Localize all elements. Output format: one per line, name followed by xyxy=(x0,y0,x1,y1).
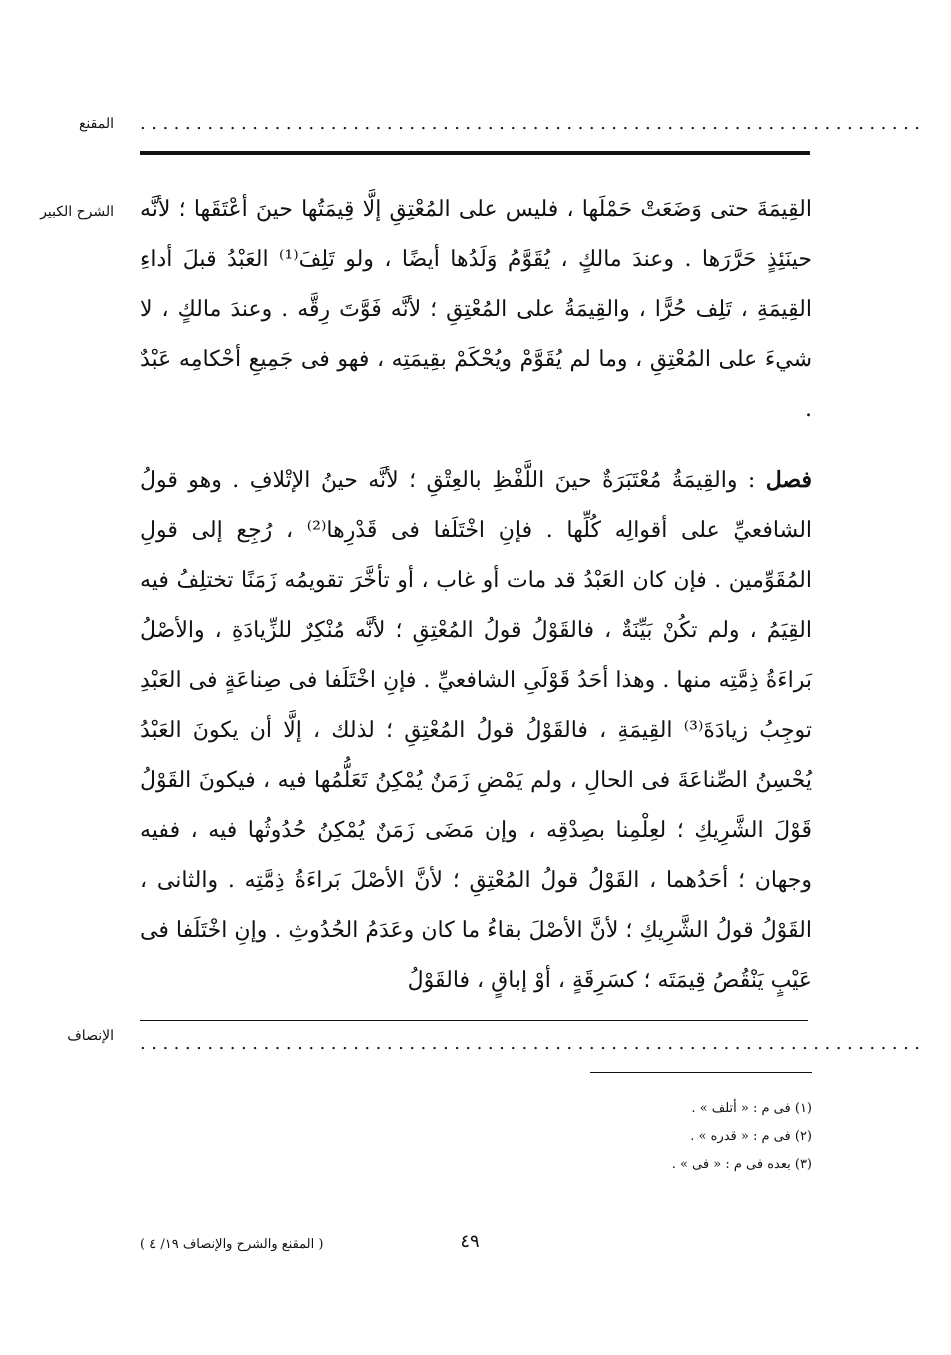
footnote-rule xyxy=(590,1072,812,1073)
header-rule xyxy=(140,151,810,155)
fasl-heading: فصل xyxy=(765,467,812,493)
page-number: ٤٩ xyxy=(460,1231,480,1252)
header-dotted-line: ...................................................................... xyxy=(140,113,926,134)
paragraph-2-text: : والقِيمَةُ مُعْتَبَرَةٌ حينَ اللَّفْظِ بالعِتْقِ ؛ لأنَّه حينُ الإتْلافِ . وهو قولُ الشافعيِّ على أقوالِه كُلِّها . فإنِ اخْتَلَفا فى قَدْرِها⁽²⁾ ، رُجِع إلى قولِ المُقَوِّمين . فإن كان العَبْدُ قد مات أو غاب ، أو تأخَّرَ تقويمُه زَمَنًا تختلِفُ فيه القِيَمُ ، ولم تكُنْ بَيِّنَةٌ ، فالقَوْلُ قولُ المُعْتِقِ ؛ لأنَّه مُنْكِرٌ للزِّيادَةِ ، والأصْلُ بَراءَةُ ذِمَّتِه منها . وهذا أحَدُ قَوْلَىِ الشافعيِّ . فإنِ اخْتَلَفا فى صِناعَةٍ فى العَبْدِ توجِبُ زيادَةَ⁽³⁾ القِيمَةِ ، فالقَوْلُ قولُ المُعْتِقِ ؛ لذلك ، إلَّا أن يكونَ العَبْدُ يُحْسِنُ الصِّناعَةَ فى الحالِ ، ولم يَمْضِ زَمَنٌ يُمْكِنُ تَعَلُّمُها فيه ، فيكونَ القَوْلُ قَوْلَ الشَّرِيكِ ؛ لعِلْمِنا بصِدْقِه ، وإن مَضَى زَمَنٌ يُمْكِنُ حُدُوثُها فيه ، ففيه وجهان ؛ أحَدُهما ، القَوْلُ قولُ المُعْتِقِ ؛ لأنَّ الأصْلَ بَراءَةُ ذِمَّتِه . والثانى ، القَوْلُ قولُ الشَّرِيكِ ؛ لأنَّ الأصْلَ بقاءُ ما كان وعَدَمُ الحُدُوثِ . وإنِ اخْتَلَفا فى عَيْبٍ يَنْقُصُ قِيمَتَه ؛ كسَرِقَةٍ ، أوْ إباقٍ ، فالقَوْلُ xyxy=(140,468,813,993)
sharh-label: الشرح الكبير xyxy=(40,204,114,220)
insaf-dotted-line: ...................................................................... xyxy=(140,1033,926,1054)
footnotes xyxy=(540,1095,812,1179)
paragraph-1: القِيمَةَ حتى وَضَعَتْ حَمْلَها ، فليس على المُعْتِقِ إلَّا قِيمَتُها حينَ أعْتَقَها ؛ لأنَّه حينَئِذٍ حَرَّرَها . وعندَ مالكٍ ، يُقَوَّمُ وَلَدُها أيضًا ، ولو تَلِفَ⁽¹⁾ العَبْدُ قبلَ أداءِ القِيمَةِ ، تَلِف حُرًّا ، والقِيمَةُ على المُعْتِقِ ؛ لأنَّه فَوَّتَ رِقَّه . وعندَ مالكٍ ، لا شيءَ على المُعْتِقِ ، وما لم يُقَوَّمْ ويُحْكَمْ بقِيمَتِه ، فهو فى جَمِيعِ أحْكامِه عَبْدٌ . xyxy=(140,197,812,422)
footnote-3: (٣) بعده فى م : « فى » . xyxy=(671,1157,812,1172)
footnote-2: (٢) فى م : « قدره » . xyxy=(690,1129,812,1144)
paragraph-2 xyxy=(140,455,812,1006)
insaf-top-rule xyxy=(140,1020,808,1021)
footnote-1: (١) فى م : « أتلف » . xyxy=(691,1101,812,1116)
insaf-label: الإنصاف xyxy=(67,1028,114,1044)
header-title: المقنع xyxy=(78,116,114,132)
footer-reference: ( المقنع والشرح والإنصاف ١٩/ ٤ ) xyxy=(140,1237,324,1252)
